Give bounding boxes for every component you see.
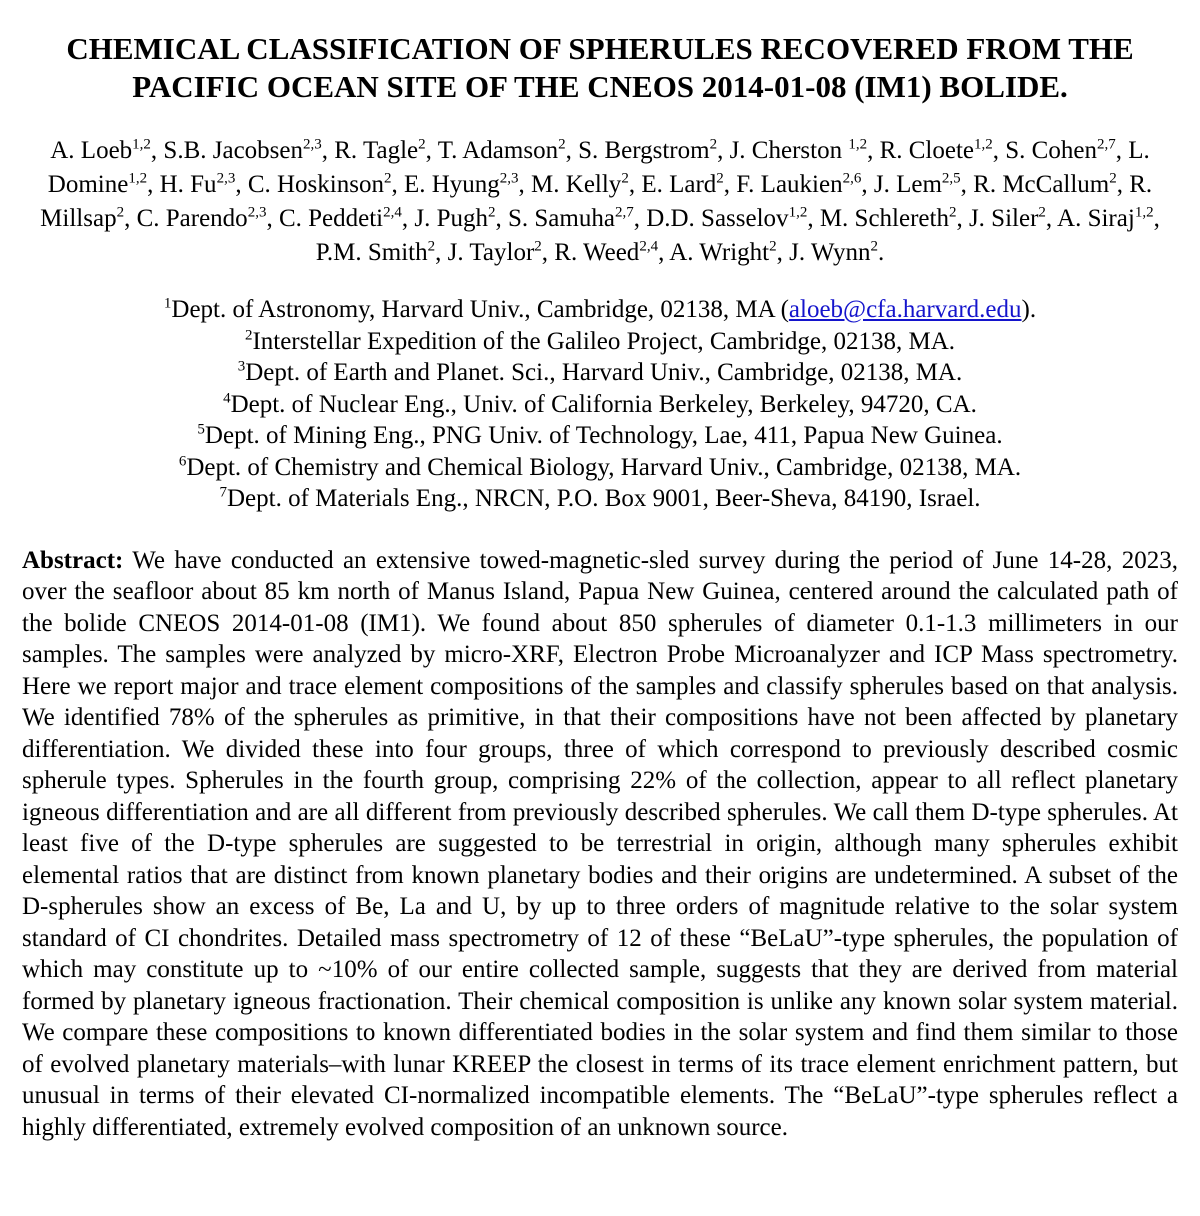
author-name: J. Wynn — [789, 239, 871, 266]
author-superscript: 2 — [116, 204, 125, 221]
author-separator: , — [1115, 137, 1129, 164]
author — [404, 171, 531, 198]
affiliation-line — [22, 420, 1178, 452]
author-superscript: 2 — [383, 170, 392, 187]
author — [578, 137, 730, 164]
author-superscript: 2 — [418, 136, 426, 153]
author-superscript: 1,2 — [128, 170, 148, 187]
author — [414, 205, 508, 232]
author-separator: , — [633, 205, 647, 232]
author-separator: , — [518, 171, 532, 198]
author-name: S. Cohen — [1005, 137, 1097, 164]
affiliation-superscript: 1 — [163, 295, 172, 312]
author-superscript: 2,3 — [499, 170, 519, 187]
author-separator: , — [717, 137, 730, 164]
paper-title: CHEMICAL CLASSIFICATION OF SPHERULES RECOVERED FROM THE PACIFIC OCEAN SITE OF THE CNEOS 2014-01-08 (IM1) BOLIDE. — [66, 31, 1134, 104]
author-separator: , — [401, 205, 415, 232]
author-superscript: 2 — [1038, 204, 1046, 221]
author-superscript: 2,4 — [639, 238, 659, 255]
author-superscript: 2 — [709, 136, 718, 153]
author-separator: , — [147, 171, 160, 198]
affiliation-post: ). — [1021, 296, 1037, 323]
author-name: E. Hyung — [403, 171, 500, 198]
author-separator: , — [776, 239, 790, 266]
author-superscript: 2,3 — [216, 170, 236, 187]
author-separator: , — [1045, 205, 1058, 232]
author-separator: , — [628, 171, 642, 198]
author — [1005, 137, 1128, 164]
affiliation-superscript: 7 — [219, 484, 227, 501]
author-separator: , — [960, 171, 974, 198]
author-name: C. Parendo — [136, 205, 248, 232]
author-separator: , — [495, 205, 508, 232]
author-superscript: 2 — [1109, 170, 1117, 187]
author-name: A. Wright — [669, 239, 770, 266]
affiliation-superscript: 3 — [237, 358, 246, 375]
author-separator: , — [658, 239, 670, 266]
author-separator: , — [867, 137, 880, 164]
author — [163, 137, 334, 164]
affiliation-text: Dept. of Chemistry and Chemical Biology, Harvard Univ., Cambridge, 02138, MA. — [186, 453, 1022, 481]
author-separator: , — [723, 171, 737, 198]
author-name: A. Loeb — [50, 137, 133, 164]
email-link[interactable]: aloeb@cfa.harvard.edu — [788, 296, 1022, 323]
author-separator: , — [992, 137, 1006, 164]
affiliation-line — [22, 357, 1178, 389]
author-separator: , — [235, 171, 248, 198]
author-separator: , — [541, 239, 555, 266]
author-name: A. Siraj — [1057, 205, 1135, 232]
author — [646, 205, 820, 232]
author-name: F. Laukien — [736, 171, 843, 198]
author-name: H. Fu — [159, 171, 217, 198]
author-separator: , — [861, 171, 874, 198]
author — [137, 205, 279, 232]
affiliation-line — [22, 326, 1178, 358]
author-name: J. Lem — [873, 171, 942, 198]
author — [789, 239, 884, 266]
author — [448, 239, 555, 266]
author-separator: . — [877, 239, 885, 266]
author-superscript: 2,7 — [614, 204, 634, 221]
affiliation-line — [22, 483, 1178, 515]
abstract-text: We have conducted an extensive towed-magnetic-sled survey during the period of June 14-28, 2023, over the seafloor about 85 km north of Manus Island, Papua New Guinea, centered around the calculated path of the bolide CNEOS 2014-01-08 (IM1). We found about 850 spherules of diameter 0.1-1.3 millimeters in our samples. The samples were analyzed by micro-XRF, Electron Probe Microanalyzer and ICP Mass spectrometry. Here we report major and trace element compositions of the samples and classify spherules based on that analysis. We identified 78% of the spherules as primitive, in that their compositions have not been affected by planetary differentiation. We divided these into four groups, three of which correspond to previously described cosmic spherule types. Spherules in the fourth group, comprising 22% of the collection, appear to all reflect planetary igneous differentiation and are all different from previously described spherules. We call them D-type spherules. At least five of the D-type spherules are suggested to be terrestrial in origin, although many spherules exhibit elemental ratios that are distinct from known planetary bodies and their origins are undetermined. A subset of the D-spherules show an excess of Be, La and U, by up to three orders of magnitude relative to the solar system standard of CI chondrites. Detailed mass spectrometry of 12 of these “BeLaU”-type spherules, the population of which may constitute up to ~10% of our entire collected sample, suggests that they are derived from material formed by planetary igneous fractionation. Their chemical composition is unlike any known solar system material. We compare these compositions to known differentiated bodies in the solar system and find them similar to those of evolved planetary materials–with lunar KREEP the closest in terms of its trace element enrichment pattern, but unusual in terms of their elevated CI-normalized incompatible elements. The “BeLaU”-type spherules reflect a highly differentiated, extremely evolved composition of an unknown source. — [22, 546, 1178, 1141]
author-separator: , — [956, 205, 969, 232]
author-superscript: 2,3 — [303, 136, 322, 153]
author — [438, 137, 578, 164]
author-name: R. Cloete — [879, 137, 975, 164]
author — [50, 137, 163, 164]
author — [969, 205, 1057, 232]
affiliation-text: Dept. of Materials Eng., NRCN, P.O. Box 9001, Beer-Sheva, 84190, Israel. — [226, 485, 981, 512]
author-name: J. Cherston — [729, 137, 849, 164]
author-superscript: 1,2 — [788, 204, 808, 221]
author-superscript: 2 — [870, 238, 878, 255]
author-separator: , — [807, 205, 820, 232]
author-name: J. Siler — [968, 205, 1039, 232]
author — [736, 171, 874, 198]
author-separator: , — [1153, 205, 1160, 232]
author-name: R. Tagle — [334, 137, 419, 164]
affiliation-list — [22, 294, 1178, 515]
affiliation-superscript: 4 — [223, 390, 231, 407]
author — [160, 171, 248, 198]
author-name: R. Weed — [554, 239, 640, 266]
affiliation-line — [22, 389, 1178, 421]
author — [973, 171, 1129, 198]
author — [669, 239, 789, 266]
author-name: J. Taylor — [447, 239, 535, 266]
author-superscript: 1,2 — [848, 136, 868, 153]
affiliation-superscript: 6 — [178, 453, 187, 470]
author-separator: , — [150, 137, 164, 164]
author-superscript: 1,2 — [1134, 204, 1154, 221]
author-name: P.M. Smith — [315, 239, 428, 266]
abstract-label: Abstract: — [22, 546, 124, 574]
author — [279, 205, 414, 232]
author-name: J. Pugh — [414, 205, 488, 232]
affiliation-line — [22, 452, 1178, 484]
author-superscript: 1,2 — [132, 136, 151, 153]
author-superscript: 2 — [534, 238, 542, 255]
author-separator: , — [1116, 171, 1130, 198]
author — [880, 137, 1006, 164]
author — [334, 137, 437, 164]
author-separator: , — [321, 137, 335, 164]
author-separator: , — [391, 171, 404, 198]
author — [508, 205, 646, 232]
author-separator: , — [425, 137, 438, 164]
author-name: S. Bergstrom — [578, 137, 710, 164]
author-name: L. Domine — [47, 137, 1150, 198]
affiliation-text: Dept. of Astronomy, Harvard Univ., Cambridge, 02138, MA ( — [171, 296, 789, 323]
author-superscript: 1,2 — [974, 136, 993, 153]
author-superscript: 2 — [427, 238, 436, 255]
author-separator: , — [565, 137, 579, 164]
author — [531, 171, 641, 198]
author-superscript: 2,7 — [1096, 136, 1116, 153]
author-name: S.B. Jacobsen — [163, 137, 303, 164]
author-superscript: 2 — [716, 170, 724, 187]
author-name: C. Peddeti — [278, 205, 384, 232]
author-superscript: 2 — [558, 136, 566, 153]
author-superscript: 2 — [948, 204, 957, 221]
author-name: M. Kelly — [531, 171, 622, 198]
author — [554, 239, 669, 266]
author-superscript: 2 — [769, 238, 777, 255]
author — [248, 171, 404, 198]
affiliation-text: Interstellar Expedition of the Galileo Project, Cambridge, 02138, MA. — [252, 327, 956, 355]
affiliation-text: Dept. of Mining Eng., PNG Univ. of Technology, Lae, 411, Papua New Guinea. — [204, 422, 1003, 449]
author-superscript: 2 — [488, 204, 496, 221]
author-superscript: 2,6 — [842, 170, 862, 187]
author — [820, 205, 969, 232]
author-separator: , — [435, 239, 448, 266]
author-superscript: 2 — [621, 170, 629, 187]
author-superscript: 2,4 — [383, 204, 402, 221]
affiliation-line — [22, 294, 1178, 326]
author-superscript: 2,3 — [247, 204, 267, 221]
author — [874, 171, 973, 198]
author — [316, 239, 448, 266]
author-name: R. McCallum — [973, 171, 1110, 198]
author-name: C. Hoskinson — [247, 171, 384, 198]
author-superscript: 2,5 — [941, 170, 961, 187]
abstract-paragraph — [22, 545, 1178, 1144]
author-name: T. Adamson — [437, 137, 559, 164]
author-separator: , — [266, 205, 279, 232]
author-separator: , — [124, 205, 137, 232]
author-name: S. Samuha — [508, 205, 615, 232]
affiliation-superscript: 2 — [244, 327, 253, 344]
affiliation-text: Dept. of Nuclear Eng., Univ. of California Berkeley, Berkeley, 94720, CA. — [230, 390, 977, 418]
author — [641, 171, 736, 198]
author-name: M. Schlereth — [819, 205, 949, 232]
author-list — [22, 134, 1178, 270]
author-name: E. Lard — [641, 171, 717, 198]
author — [1057, 205, 1160, 232]
author — [730, 137, 880, 164]
affiliation-superscript: 5 — [197, 421, 205, 438]
author-name: D.D. Sasselov — [646, 205, 789, 232]
affiliation-text: Dept. of Earth and Planet. Sci., Harvard Univ., Cambridge, 02138, MA. — [245, 359, 963, 386]
author-name: R. Millsap — [40, 171, 1153, 232]
